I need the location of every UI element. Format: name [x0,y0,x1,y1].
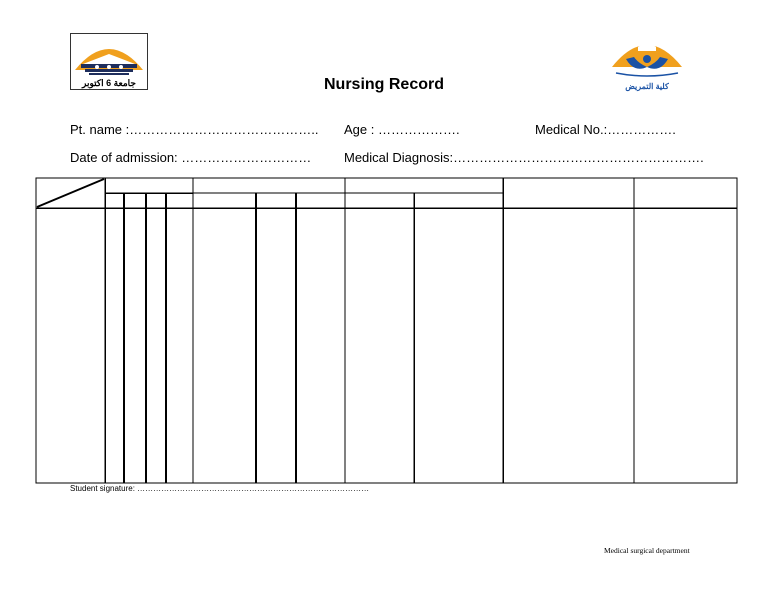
table-border [36,178,737,483]
medical-diagnosis-field: Medical Diagnosis:…………………………………………………. [344,150,704,165]
page-title: Nursing Record [323,76,444,93]
student-signature-line: Student signature: …………………………………………………………………………… [70,484,370,493]
faculty-logo-text: كلية التمريض [625,82,669,91]
date-of-admission-field: Date of admission: ………………………… [70,150,312,165]
medical-no-field: Medical No.:……………. [535,122,676,137]
patient-name-field: Pt. name :…………………………………….. [70,122,319,137]
university-logo-text: جامعة 6 اكتوبر [82,78,136,88]
age-field: Age : ………………. [344,122,460,137]
corner-diagonal-line [37,179,104,207]
department-label: Medical surgical department [604,546,690,555]
